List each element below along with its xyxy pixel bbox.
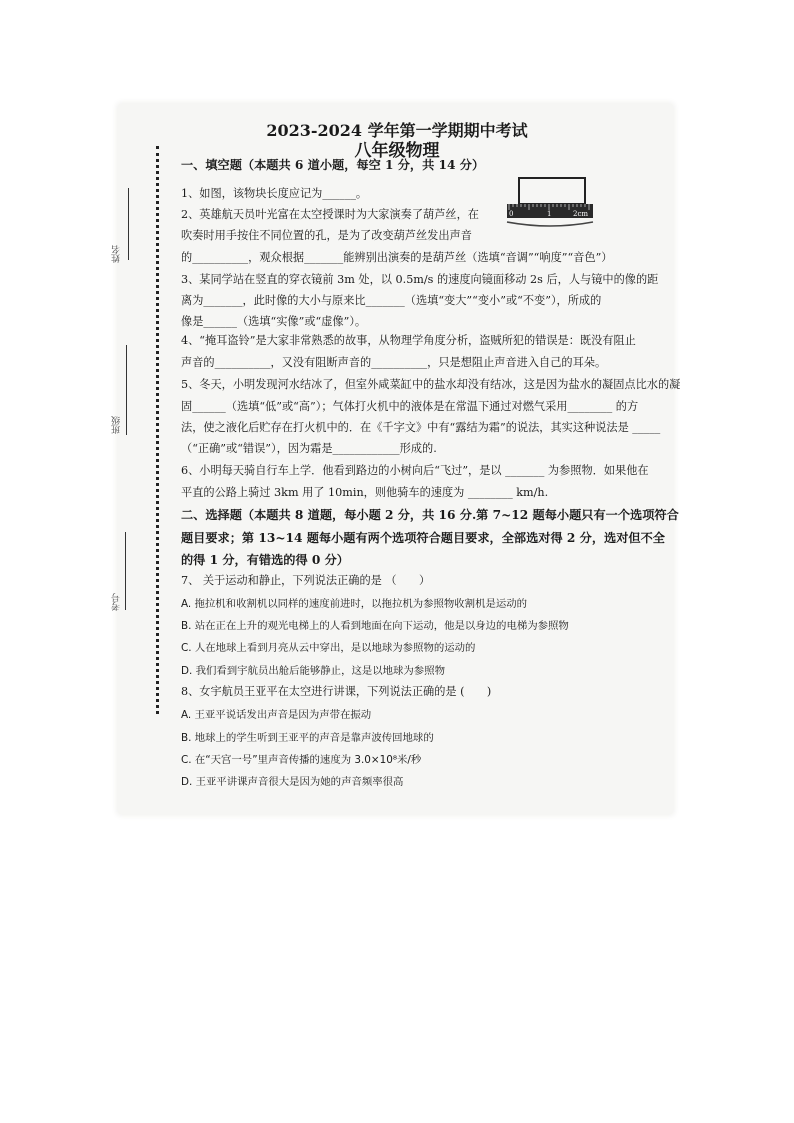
question-6-line-2: 平直的公路上骑过 3km 用了 10min，则他骑车的速度为 ________ km/h. xyxy=(181,486,549,499)
name-blank-line xyxy=(128,188,129,260)
ruler-label-2cm: 2cm xyxy=(573,210,589,218)
question-6-line-1: 6、小明每天骑自行车上学．他看到路边的小树向后“飞过”，是以 _______ 为参照物．如果他在 xyxy=(181,464,649,477)
question-7-stem: 7、 关于运动和静止，下列说法正确的是 （ ） xyxy=(181,574,431,587)
section-1-heading: 一、填空题（本题共 6 道小题，每空 1 分，共 14 分） xyxy=(181,158,485,172)
question-8-option-c: C. 在“天宫一号”里声音传播的速度为 3.0×10⁸米/秒 xyxy=(181,754,422,766)
block xyxy=(519,178,585,204)
exam-number-label: 考号 xyxy=(112,593,122,611)
question-1: 1、如图，该物块长度应记为______。 xyxy=(181,187,368,200)
question-8-stem: 8、女宇航员王亚平在太空进行讲课，下列说法正确的是 ( ) xyxy=(181,685,492,698)
ruler-label-1: 1 xyxy=(547,210,552,218)
table-edge xyxy=(507,222,593,226)
question-3-line-2: 离为_______，此时像的大小与原来比_______（选填“变大”“变小”或“不变”），所成的 xyxy=(181,294,602,307)
question-8-option-d: D. 王亚平讲课声音很大是因为她的声音频率很高 xyxy=(181,776,404,788)
question-3-line-3: 像是______（选填“实像”或“虚像”）。 xyxy=(181,315,367,328)
section-2-heading-line-2: 题目要求；第 13~14 题每小题有两个选项符合题目要求，全部选对得 2 分，选对但不全 xyxy=(181,531,665,545)
question-7-option-a: A. 拖拉机和收割机以同样的速度前进时，以拖拉机为参照物收割机是运动的 xyxy=(181,598,528,610)
exam-number-blank-line xyxy=(125,532,126,610)
question-3-line-1: 3、某同学站在竖直的穿衣镜前 3m 处，以 0.5m/s 的速度向镜面移动 2s 后，人与镜中的像的距 xyxy=(181,273,659,286)
question-2-line-1: 2、英雄航天员叶光富在太空授课时为大家演奏了葫芦丝，在 xyxy=(181,208,479,221)
binding-margin xyxy=(96,140,156,720)
question-2-line-3: 的__________，观众根据_______能辨别出演奏的是葫芦丝（选填“音调”“响度”“音色”） xyxy=(181,251,613,264)
question-8-option-b: B. 地球上的学生听到王亚平的声音是靠声波传回地球的 xyxy=(181,732,434,744)
section-2-heading-line-1: 二、选择题（本题共 8 道题，每小题 2 分，共 16 分.第 7~12 题每小题只有一个选项符合 xyxy=(181,508,679,522)
exam-title: 2023-2024 学年第一学期期中考试 xyxy=(266,121,528,140)
exam-subject: 八年级物理 xyxy=(354,141,440,161)
question-4-line-2: 声音的__________，又没有阻断声音的__________，只是想阻止声音进入自己的耳朵。 xyxy=(181,356,607,369)
question-4-line-1: 4、“掩耳盗铃”是大家非常熟悉的故事，从物理学角度分析，盗贼所犯的错误是：既没有阻止 xyxy=(181,334,636,347)
tear-line xyxy=(156,146,159,714)
question-5-line-2: 固______（选填“低”或“高”）；气体打火机中的液体是在常温下通过对燃气采用________ 的方 xyxy=(181,400,639,413)
question-5-line-4: （“正确”或“错误”），因为霜是____________形成的. xyxy=(181,442,437,455)
section-2-heading-line-3: 的得 1 分，有错选的得 0 分） xyxy=(181,553,349,567)
class-blank-line xyxy=(126,345,127,435)
ruler-figure xyxy=(505,174,595,232)
question-8-option-a: A. 王亚平说话发出声音是因为声带在振动 xyxy=(181,709,372,721)
ruler-label-0: 0 xyxy=(509,210,514,218)
question-7-option-c: C. 人在地球上看到月亮从云中穿出，是以地球为参照物的运动的 xyxy=(181,642,476,654)
question-2-line-2: 吹奏时用手按住不同位置的孔，是为了改变葫芦丝发出声音 xyxy=(181,229,472,242)
name-label: 姓名 xyxy=(112,245,122,263)
question-5-line-3: 法，使之液化后贮存在打火机中的．在《千字文》中有“露结为霜”的说法，其实这种说法是 _____ xyxy=(181,421,661,434)
question-7-option-d: D. 我们看到宇航员出舱后能够静止，这是以地球为参照物 xyxy=(181,665,445,677)
question-7-option-b: B. 站在正在上升的观光电梯上的人看到地面在向下运动，他是以身边的电梯为参照物 xyxy=(181,620,569,632)
question-5-line-1: 5、冬天，小明发现河水结冰了，但室外咸菜缸中的盐水却没有结冰，这是因为盐水的凝固点比水的凝 xyxy=(181,378,681,391)
class-label: 班级 xyxy=(112,416,122,434)
